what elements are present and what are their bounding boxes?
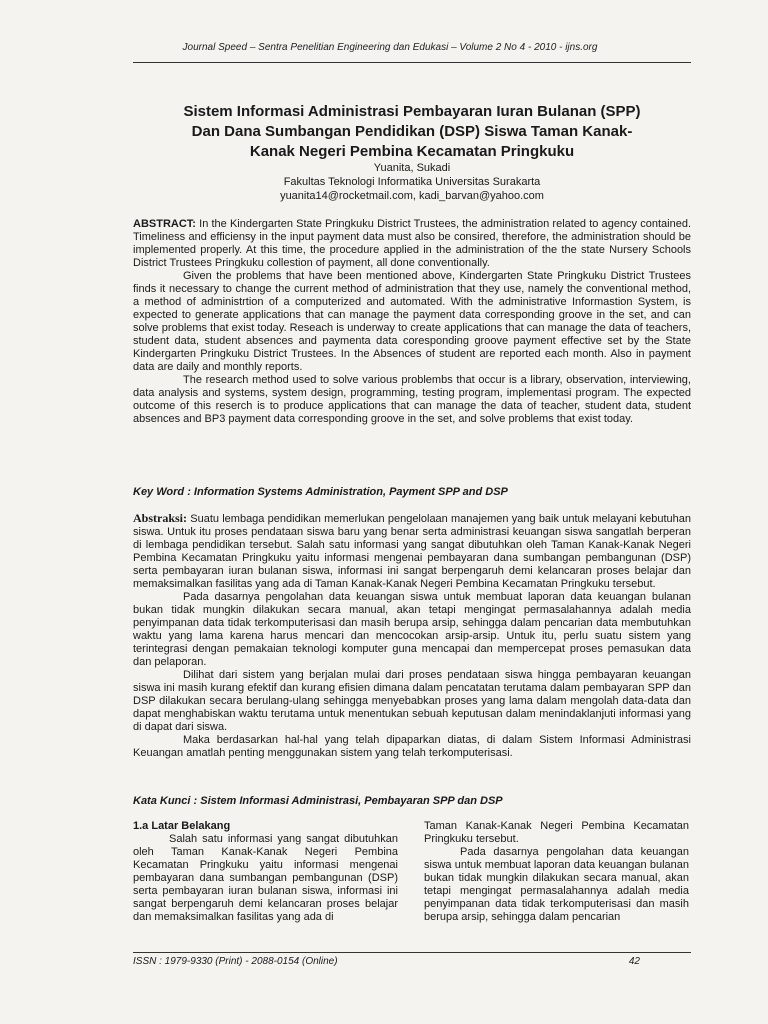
body-column-left	[133, 820, 398, 924]
section-paragraph-right-2: Pada dasarnya pengolahan data keuangan siswa untuk membuat laporan data keuangan bulanan bukan tidak mungkin dilakukan secara manual, akan tetapi mengingat permasalahannya adalah media penyimpanan data tidak terkomputerisasi dan masih berupa arsip, sehingga dalam pencarian	[424, 846, 689, 923]
keywords-english: Key Word : Information Systems Administration, Payment SPP and DSP	[133, 486, 508, 498]
title-line-2: Dan Dana Sumbangan Pendidikan (DSP) Siswa Taman Kanak-	[191, 123, 633, 140]
author-affiliation: Fakultas Teknologi Informatika Universitas Surakarta	[283, 176, 541, 188]
keywords-indonesian: Kata Kunci : Sistem Informasi Administrasi, Pembayaran SPP dan DSP	[133, 795, 503, 807]
footer-rule	[133, 952, 691, 953]
abstract-english	[133, 218, 691, 426]
article-title	[133, 102, 691, 162]
section-paragraph-left: Salah satu informasi yang sangat dibutuhkan oleh Taman Kanak-Kanak Negeri Pembina Kecamatan Pringkuku yaitu informasi mengenai pembayaran dana sumbangan pembangunan (DSP) serta pembayaran iuran bulanan siswa, informasi ini sangat berpengaruh demi kelancaran proses belajar dan memaksimalkan fasilitas yang ada di	[133, 833, 398, 923]
header-rule	[133, 62, 691, 63]
abstract-en-paragraph-1	[133, 218, 691, 270]
abstract-id-label: Abstraksi:	[133, 511, 188, 525]
abstract-en-paragraph-3: The research method used to solve various problembs that occur is a library, observation, interviewing, data analysis and systems, system design, programming, testing program, implementasi program. The expected outcome of this reserch is to produce applications that can manage the data of teacher, student data, student absences and BP3 payment data corresponding groove in the set, and solve problems that exist today.	[133, 374, 691, 425]
title-line-1: Sistem Informasi Administrasi Pembayaran Iuran Bulanan (SPP)	[183, 103, 641, 120]
running-header: Journal Speed – Sentra Penelitian Engineering dan Edukasi – Volume 2 No 4 - 2010 - ijns.org	[182, 42, 598, 53]
page-number: 42	[628, 956, 640, 967]
abstract-id-paragraph-2: Pada dasarnya pengolahan data keuangan siswa untuk membuat laporan data keuangan bulanan bukan tidak mungkin dilakukan secara manual, akan tetapi mengingat permasalahannya adalah media penyimpanan data tidak terkomputerisasi dan masih berupa arsip, sehingga dalam pencarian data membutuhkan waktu yang lama karena harus mencari dan mencocokan arsip-arsip. Untuk itu, perlu suatu sistem yang terintegrasi dengan pemakaian teknologi komputer guna mencapai dan mempercepat proses pemasukan data dan pelaporan.	[133, 591, 691, 668]
abstract-indonesian	[133, 512, 691, 760]
author-emails: yuanita14@rocketmail.com, kadi_barvan@yahoo.com	[280, 190, 544, 202]
abstract-en-paragraph-2: Given the problems that have been mentioned above, Kindergarten State Pringkuku District Trustees finds it necessary to change the current method of administration that they use, namely the conventional method, a method of administrtion of a computerized and automated. With the administrative Informastion System, is expected to generate applications that can manage the payment data corresponding groove in the set, and can solve problems that exist today. Reseach is underway to create applications that can manage the data of teachers, student data, student absences and paymenta data coresponding groove payment effective set by the State Kindergarten Pringkuku District Trustees. In the Absences of student are reported each month. Also in payment data are daily and monthly reports.	[133, 270, 691, 373]
author-block	[133, 161, 691, 203]
abstract-id-paragraph-1	[133, 512, 691, 591]
abstract-id-paragraph-3: Dilihat dari sistem yang berjalan mulai dari proses pendataan siswa hingga pembayaran keuangan siswa ini masih kurang efektif dan kurang efisien dimana dalam pencatatan terutama dalam pembayaran SPP dan DSP dilakukan secara berulang-ulang sehingga menyebabkan proses yang lama dalam mengolah data-data dan dapat menghabiskan waktu terutama untuk menentukan sebuah keputusan dalam menindaklanjuti informasi yang di dapat dari siswa.	[133, 669, 691, 733]
abstract-id-p1-text: Suatu lembaga pendidikan memerlukan pengelolaan manajemen yang baik untuk melayani kebutuhan siswa. Untuk itu proses pendataan siswa baru yang benar serta administrasi keuangan siswa sangatlah berperan di lembaga pendidikan tersebut. Salah satu informasi yang sangat dibutuhkan oleh Taman Kanak-Kanak Negeri Pembina Kecamatan Pringkuku yaitu informasi mengenai pembayaran dana sumbangan pembangunan (DSP) serta pembayaran iuran bulanan siswa, informasi ini sangat berpengaruh demi kelancaran proses belajar dan memaksimalkan fasilitas yang ada di Taman Kanak-Kanak Negeri Pembina Kecamatan Pringkuku tersebut.	[133, 513, 691, 590]
section-paragraph-right-1: Taman Kanak-Kanak Negeri Pembina Kecamatan Pringkuku tersebut.	[424, 820, 689, 845]
abstract-id-paragraph-4: Maka berdasarkan hal-hal yang telah dipaparkan diatas, di dalam Sistem Informasi Administrasi Keuangan amatlah penting menggunakan sistem yang telah terkomputerisasi.	[133, 734, 691, 759]
body-column-right	[424, 820, 689, 924]
section-heading: 1.a Latar Belakang	[133, 820, 231, 832]
title-line-3: Kanak Negeri Pembina Kecamatan Pringkuku	[249, 143, 575, 160]
abstract-en-p1-text: In the Kindergarten State Pringkuku District Trustees, the administration related to agency contained. Timeliness and efficiensy in the input payment data must also be consired, therefore, the administration should be implemented properly. At this time, the procedure applied in the administration of the the state Nursery Schools District Trustees Pringkuku collestion of payment, all done conventionally.	[133, 218, 691, 269]
author-names: Yuanita, Sukadi	[373, 162, 451, 174]
footer-issn: ISSN : 1979-9330 (Print) - 2088-0154 (Online)	[133, 956, 338, 967]
abstract-en-label: ABSTRACT:	[133, 218, 196, 230]
